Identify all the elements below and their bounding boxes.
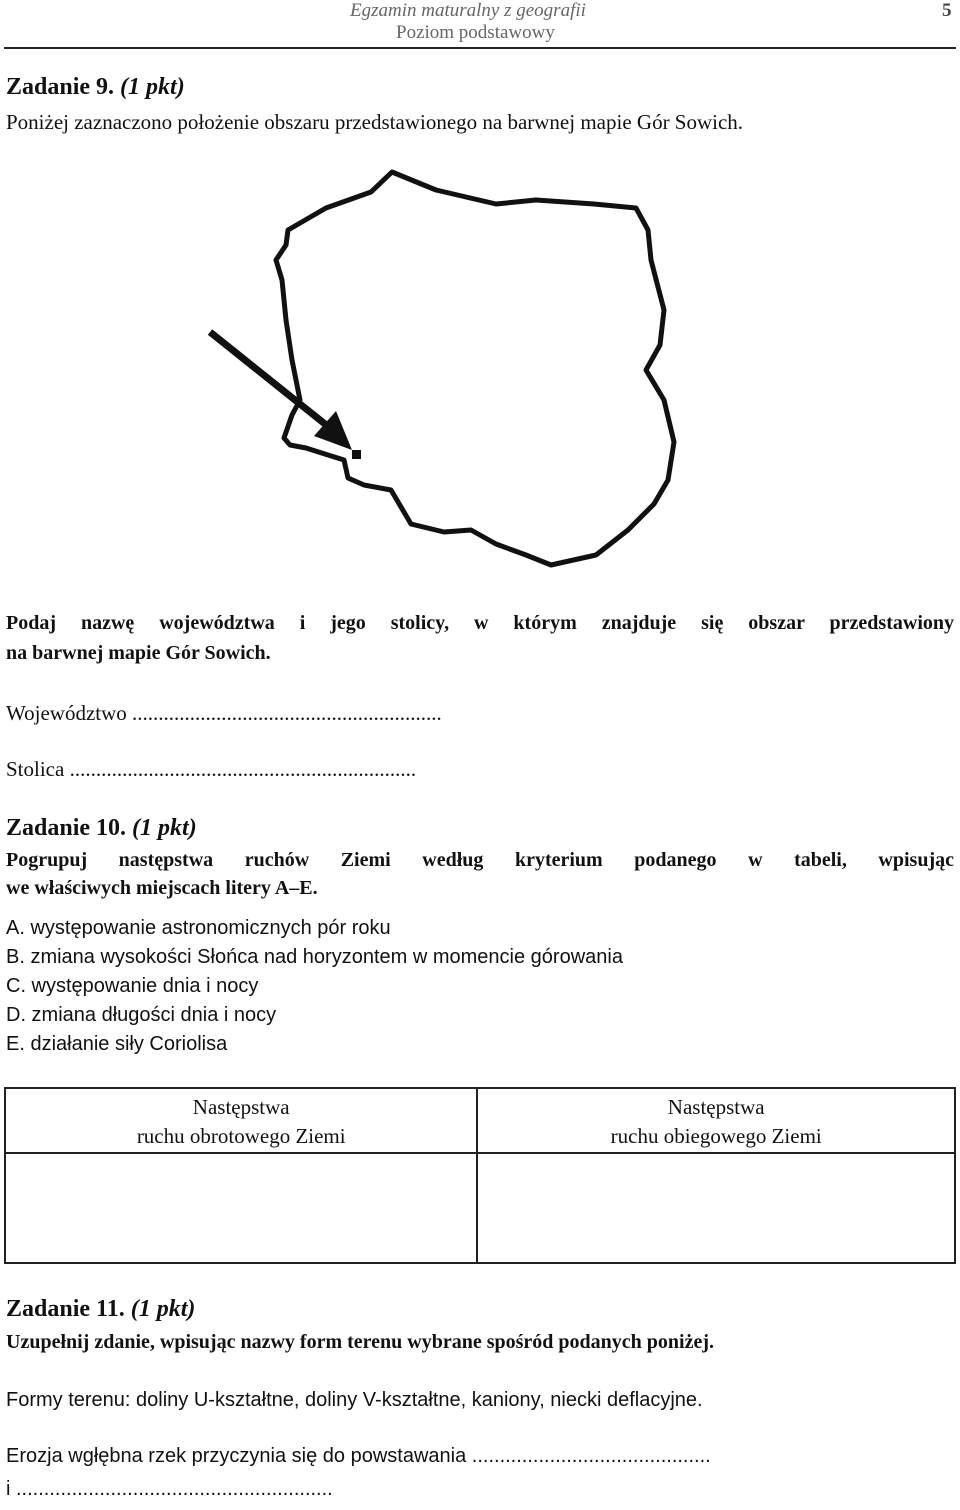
task9-instruction-line2: na barwnej mapie Gór Sowich. xyxy=(6,642,271,664)
revolution-header-line1: Następstwa xyxy=(667,1095,765,1119)
arrow-shaft xyxy=(210,332,330,428)
landforms-list: Formy terenu: doliny U-kształtne, doliny V-kształtne, kaniony, niecki deflacyjne. xyxy=(6,1389,703,1411)
task10-heading xyxy=(6,815,197,842)
task11-heading xyxy=(6,1296,195,1323)
option-d: D. zmiana długości dnia i nocy xyxy=(6,1004,277,1026)
earth-motion-table xyxy=(4,1087,956,1264)
task10-instruction-line2: we właściwych miejscach litery A–E. xyxy=(6,877,318,899)
option-c: C. występowanie dnia i nocy xyxy=(6,975,259,997)
gory-sowie-marker xyxy=(352,450,361,459)
option-a: A. występowanie astronomicznych pór roku xyxy=(6,917,391,939)
header-divider xyxy=(4,47,956,49)
task9-points: (1 pkt) xyxy=(120,74,185,100)
task11-instruction: Uzupełnij zdanie, wpisując nazwy form terenu wybrane spośród podanych poniżej. xyxy=(6,1331,714,1353)
rotation-column-header xyxy=(5,1088,477,1153)
capital-answer-field[interactable]: Stolica .................................................................. xyxy=(6,757,417,781)
exam-title: Egzamin maturalny z geografii xyxy=(350,0,586,21)
task11-points: (1 pkt) xyxy=(130,1296,196,1322)
rotation-header-line1: Następstwa xyxy=(192,1095,290,1119)
task10-points: (1 pkt) xyxy=(132,815,197,841)
sentence-answer-line2[interactable]: i ......................................................... xyxy=(6,1478,333,1500)
exam-level: Poziom podstawowy xyxy=(396,22,555,43)
rotation-answer-cell[interactable] xyxy=(5,1153,477,1263)
option-b: B. zmiana wysokości Słońca nad horyzontem w momencie górowania xyxy=(6,946,623,968)
task10-instruction-line1: Pogrupuj następstwa ruchów Ziemi według kryterium podanego w tabeli, wpisując xyxy=(6,849,954,871)
revolution-answer-cell[interactable] xyxy=(477,1153,955,1263)
page-number: 5 xyxy=(942,0,952,21)
poland-border xyxy=(276,172,674,565)
sentence-answer-line1[interactable]: Erozja wgłębna rzek przyczynia się do powstawania ........................................... xyxy=(6,1445,711,1467)
task9-instruction-line1: Podaj nazwę województwa i jego stolicy, w którym znajduje się obszar przedstawiony xyxy=(6,612,954,634)
task9-intro: Poniżej zaznaczono położenie obszaru przedstawionego na barwnej mapie Gór Sowich. xyxy=(6,110,744,134)
task9-title: Zadanie 9. xyxy=(6,74,115,100)
task9-heading xyxy=(6,74,185,101)
option-e: E. działanie siły Coriolisa xyxy=(6,1033,228,1055)
voivodeship-answer-field[interactable]: Województwo ........................................................... xyxy=(6,701,442,725)
poland-outline-map xyxy=(196,160,726,585)
task11-title: Zadanie 11. xyxy=(6,1296,125,1322)
task10-title: Zadanie 10. xyxy=(6,815,127,841)
revolution-column-header xyxy=(477,1088,955,1153)
revolution-header-line2: ruchu obiegowego Ziemi xyxy=(610,1124,822,1148)
rotation-header-line2: ruchu obrotowego Ziemi xyxy=(136,1124,346,1148)
